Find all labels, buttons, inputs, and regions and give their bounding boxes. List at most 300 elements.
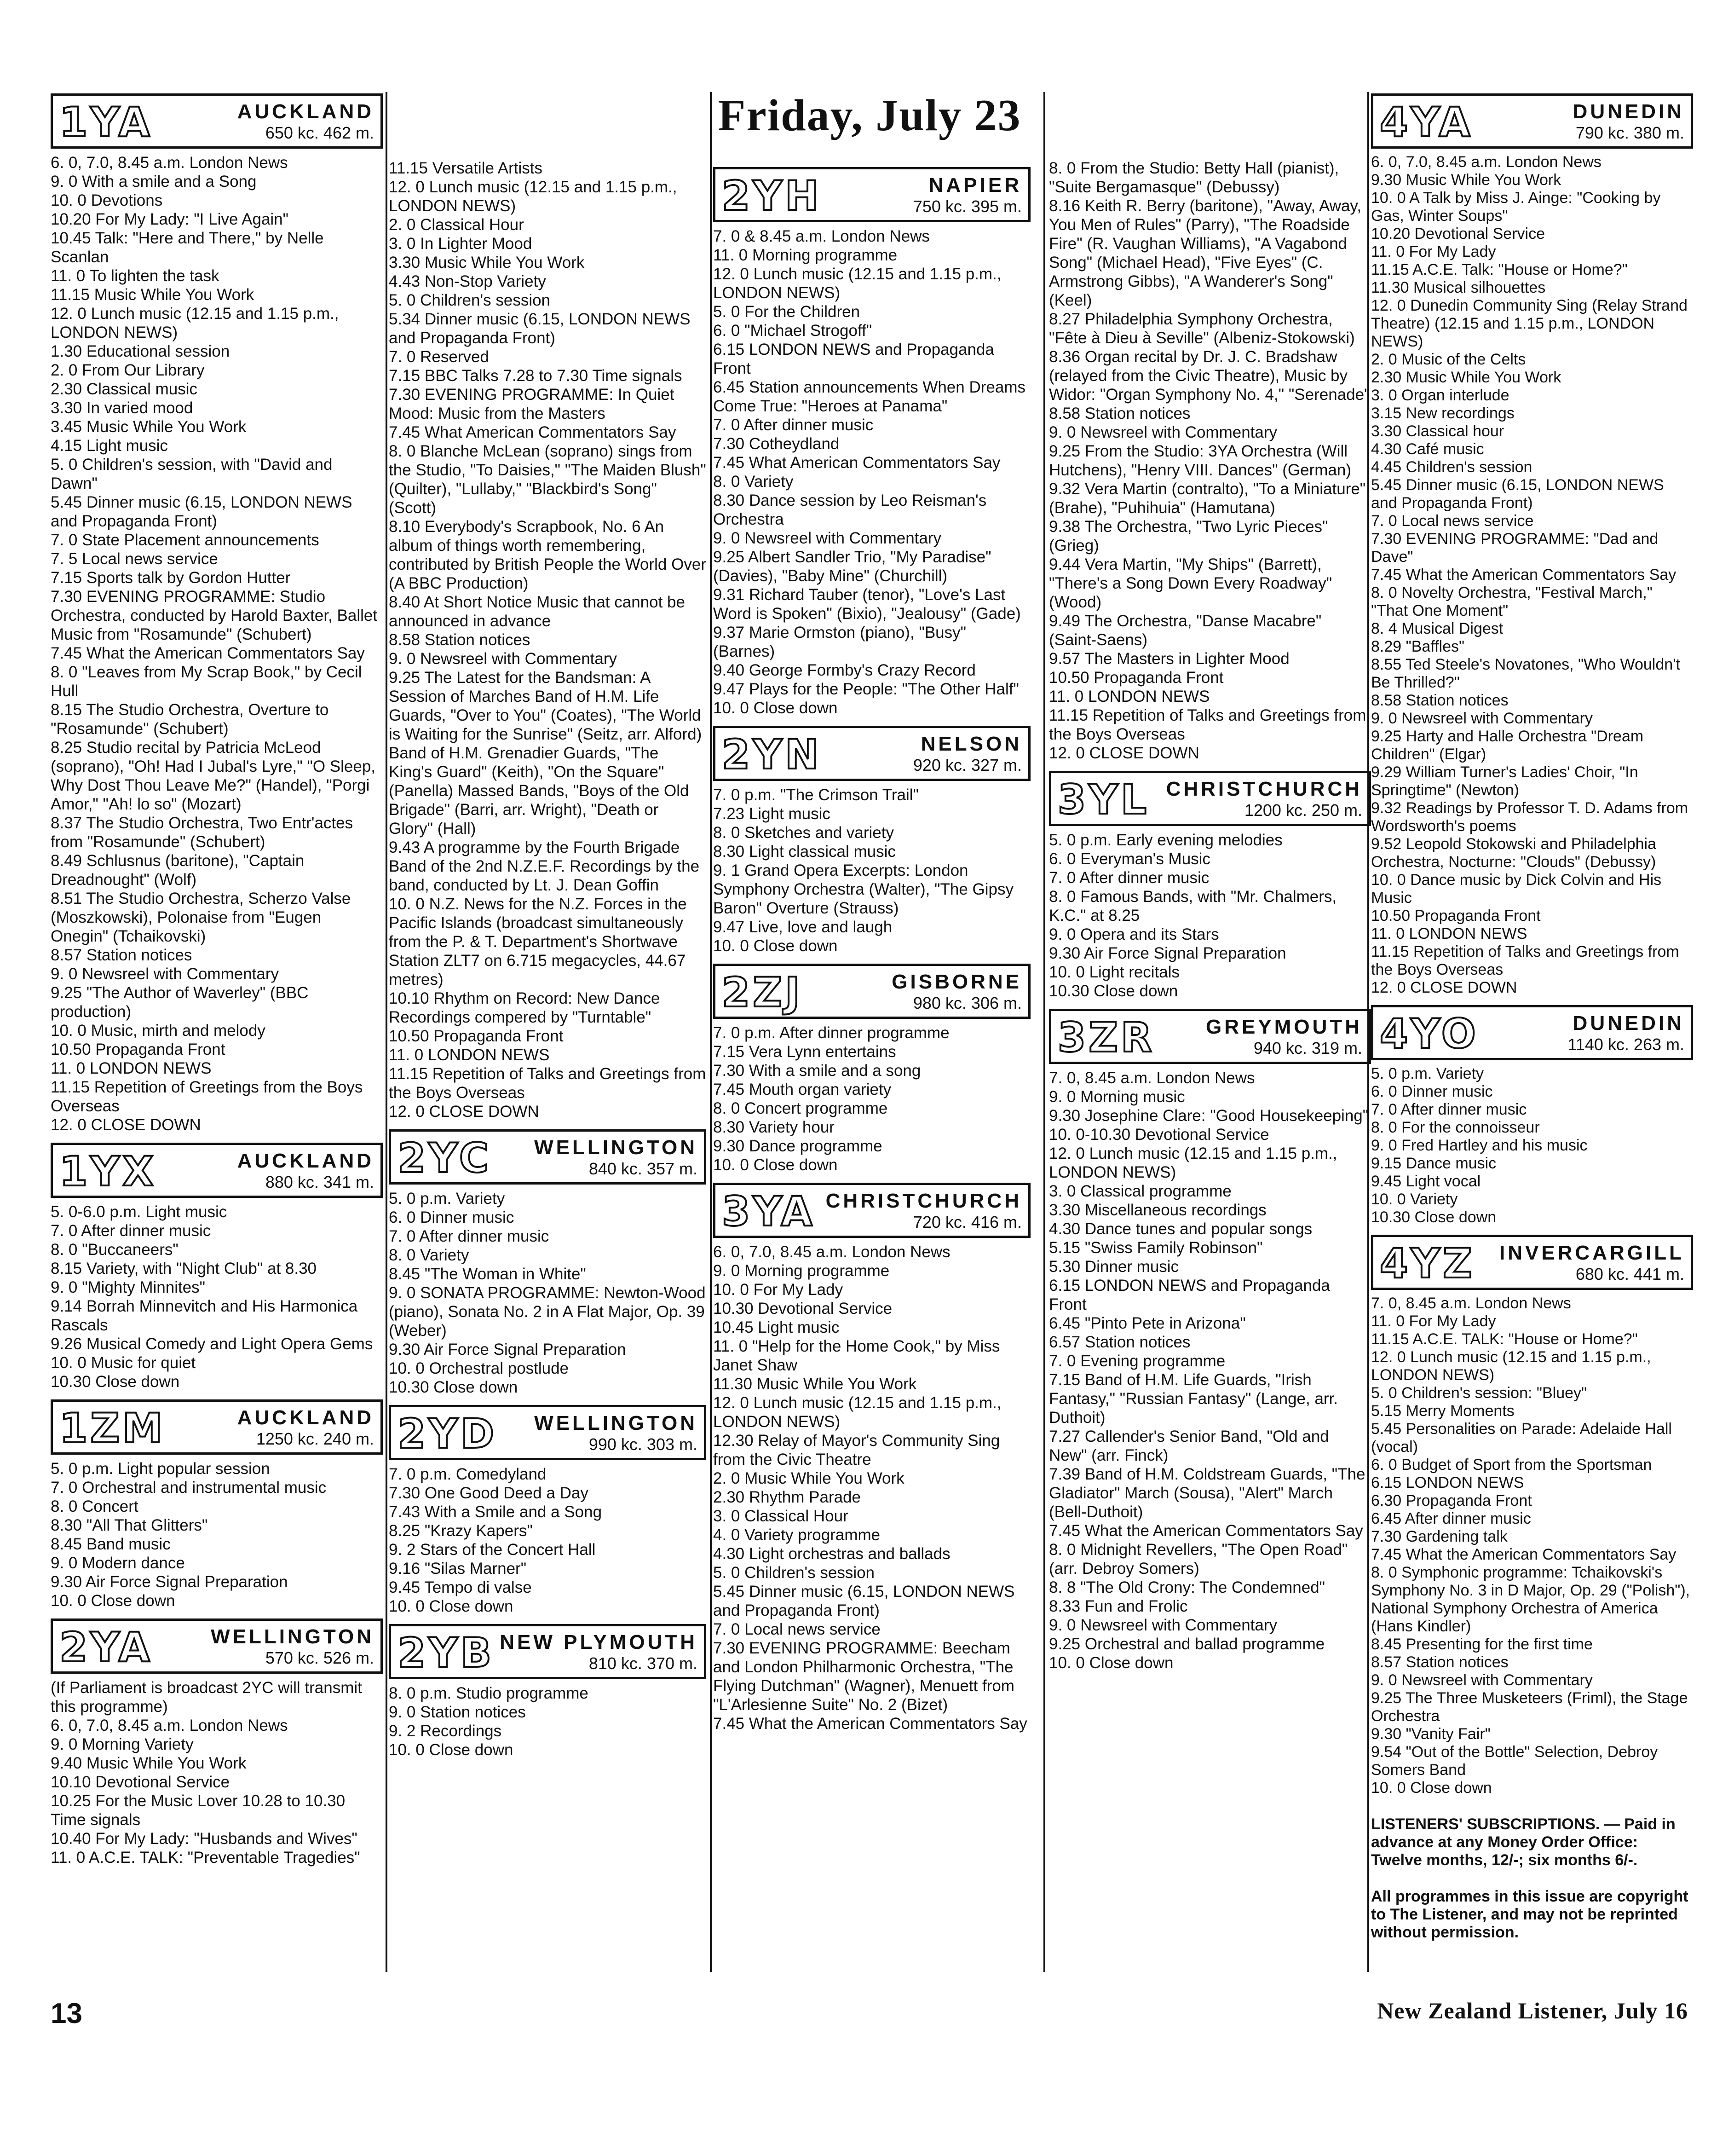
station-callsign: 2YN — [722, 731, 822, 778]
station-header — [1049, 1009, 1371, 1064]
programme-entry: 5.30 Dinner music — [1049, 1258, 1179, 1276]
programme-entry: 10.50 Propaganda Front — [1049, 669, 1224, 687]
programme-entry: 10. 0 Orchestral postlude — [389, 1359, 569, 1377]
programme-entry: 7. 0 Local news service — [713, 1620, 881, 1638]
station-city: WELLINGTON — [534, 1136, 697, 1159]
station-frequency: 1140 kc. 263 m. — [1567, 1035, 1684, 1054]
programme-entry: 9. 0 Newsreel with Commentary — [1371, 710, 1593, 727]
programme-entry: 11. 0 LONDON NEWS — [1371, 925, 1527, 942]
station-callsign: 2YH — [722, 172, 822, 220]
programme-entry: 3. 0 Classical programme — [1049, 1182, 1232, 1200]
station-callsign: 1YA — [59, 98, 153, 146]
station-frequency: 880 kc. 341 m. — [265, 1173, 374, 1191]
programme-entry: 7.15 Sports talk by Gordon Hutter — [51, 569, 291, 587]
programme-entry: 2. 0 Music While You Work — [713, 1469, 904, 1487]
programme-entry: 8. 0 Novelty Orchestra, "Festival March," "That One Moment" — [1371, 584, 1653, 619]
programme-entry: 8.16 Keith R. Berry (baritone), "Away, Away, You Men of Rules" (Parry), "The Roadside Fire" (R. Vaughan Williams), "A Vagabond Song" (Michael Head), "Five Eyes" (C. Armstrong Gibbs), "A Wanderer's Song" (Keel) — [1049, 197, 1362, 309]
programme-entry: 10.45 Light music — [713, 1318, 840, 1336]
programme-entry: 8.58 Station notices — [389, 631, 530, 649]
programme-entry: 9.38 The Orchestra, "Two Lyric Pieces" (Grieg) — [1049, 518, 1328, 555]
programme-entry: 7.45 What the American Commentators Say — [51, 644, 365, 662]
programme-entry: 7.30 With a smile and a song — [713, 1062, 921, 1080]
programme-entry: 12. 0 Lunch music (12.15 and 1.15 p.m., LONDON NEWS) — [713, 265, 1002, 302]
programme-entry: 7. 0 State Placement announcements — [51, 531, 319, 549]
programme-entry: 12. 0 CLOSE DOWN — [389, 1103, 539, 1121]
programme-entry: 3.30 In varied mood — [51, 399, 193, 417]
station-callsign: 2YB — [397, 1629, 495, 1676]
programme-entry: 5. 0 Children's session — [389, 291, 551, 309]
programme-entry: 6. 0 Dinner music — [1371, 1083, 1493, 1100]
programme-entry: 6.15 LONDON NEWS and Propaganda Front — [1049, 1277, 1330, 1313]
programme-entry: 10.30 Close down — [1371, 1208, 1497, 1226]
programme-entry: 9. 0 Newsreel with Commentary — [389, 650, 617, 668]
station-city: CHRISTCHURCH — [825, 1190, 1022, 1212]
programme-entry: 11. 0 LONDON NEWS — [1049, 688, 1210, 705]
programme-entry: 9. 0 Morning programme — [713, 1262, 890, 1280]
programme-entry: 5. 0 p.m. Early evening melodies — [1049, 831, 1283, 849]
programme-entry: 11. 0 For My Lady — [1371, 243, 1496, 260]
station-frequency: 750 kc. 395 m. — [913, 197, 1022, 216]
programme-entry: 8. 0 For the connoisseur — [1371, 1119, 1540, 1136]
notice-copyright: All programmes in this issue are copyright to The Listener, and may not be reprinted without permission. — [1371, 1888, 1688, 1941]
programme-entry: 9. 0 Morning Variety — [51, 1735, 194, 1753]
publication-footer: New Zealand Listener, July 16 — [1377, 1998, 1688, 2023]
programme-entry: 8.58 Station notices — [1049, 405, 1191, 422]
programme-entry: 9.57 The Masters in Lighter Mood — [1049, 650, 1290, 668]
programme-entry: 11. 0 LONDON NEWS — [389, 1046, 550, 1064]
programme-entry: 10.50 Propaganda Front — [389, 1027, 564, 1045]
programme-entry: 7.15 BBC Talks 7.28 to 7.30 Time signals — [389, 367, 682, 385]
programme-entry: 9. 0 SONATA PROGRAMME: Newton-Wood (piano), Sonata No. 2 in A Flat Major, Op. 39 (Weber) — [389, 1284, 706, 1340]
programme-entry: 7. 0 After dinner music — [1371, 1101, 1527, 1118]
station-callsign: 2YD — [397, 1410, 497, 1457]
programme-entry: (If Parliament is broadcast 2YC will transmit this programme) — [51, 1679, 362, 1716]
programme-entry: 9.30 Dance programme — [713, 1137, 882, 1155]
programme-entry: 7.45 What the American Commentators Say — [713, 1715, 1027, 1733]
programme-entry: 5.45 Dinner music (6.15, LONDON NEWS and Propaganda Front) — [713, 1583, 1015, 1619]
programme-entry: 8.27 Philadelphia Symphony Orchestra, "Fête à Dieu à Seville" (Albeniz-Stokowski) — [1049, 310, 1355, 347]
programme-entry: 7. 0 Local news service — [1371, 512, 1534, 530]
programme-entry: 9.25 From the Studio: 3YA Orchestra (Will Hutchens), "Henry VIII. Dances" (German) — [1049, 442, 1352, 479]
programme-entry: 7.45 What American Commentators Say — [713, 454, 1001, 472]
programme-entry: 8. 0 Sketches and variety — [713, 824, 894, 842]
programme-entry: 10. 0 Variety — [1371, 1191, 1458, 1208]
programme-entry: 9.44 Vera Martin, "My Ships" (Barrett), "There's a Song Down Every Roadway" (Wood) — [1049, 555, 1332, 611]
programme-entry: 11.15 Repetition of Talks and Greetings from the Boys Overseas — [1049, 706, 1366, 743]
programme-entry: 7.45 What the American Commentators Say — [1371, 566, 1676, 584]
programme-entry: 7.39 Band of H.M. Coldstream Guards, "The Gladiator" March (Sousa), "Alert" March (Bell-Duthoit) — [1049, 1465, 1365, 1521]
station-callsign: 2YC — [397, 1134, 492, 1182]
programme-entry: 8. 0 Midnight Revellers, "The Open Road" (arr. Debroy Somers) — [1049, 1541, 1348, 1578]
column-rule — [386, 92, 387, 1972]
programme-entry: 3.30 Classical hour — [1371, 422, 1504, 440]
programme-entry: 5.45 Dinner music (6.15, LONDON NEWS and Propaganda Front) — [51, 493, 352, 530]
programme-entry: 7.45 Mouth organ variety — [713, 1081, 892, 1098]
programme-entry: 4.43 Non-Stop Variety — [389, 272, 546, 290]
programme-entry: 10.10 Rhythm on Record: New Dance Recordings compered by "Turntable" — [389, 989, 660, 1026]
station-callsign: 3YA — [722, 1188, 815, 1235]
station-callsign: 3YL — [1058, 776, 1150, 823]
programme-entry: 8.30 Variety hour — [713, 1118, 835, 1136]
programme-entry: 11. 0 "Help for the Home Cook," by Miss Janet Shaw — [713, 1337, 1000, 1374]
programme-entry: 7. 0 p.m. Comedyland — [389, 1465, 547, 1483]
programme-entry: 7.30 EVENING PROGRAMME: In Quiet Mood: Music from the Masters — [389, 386, 674, 422]
programme-entry: 10. 0 Close down — [713, 699, 838, 717]
programme-entry: 5.15 Merry Moments — [1371, 1402, 1515, 1420]
column-5 — [1371, 85, 1693, 1942]
programme-entry: 10. 0 For My Lady — [713, 1281, 843, 1299]
station-callsign: 4YO — [1380, 1010, 1479, 1058]
programme-entry: 8. 0 Variety — [389, 1246, 469, 1264]
programme-entry: 7. 0, 8.45 a.m. London News — [1371, 1295, 1571, 1312]
station-frequency: 570 kc. 526 m. — [265, 1648, 374, 1667]
programme-entry: 10.30 Close down — [51, 1373, 180, 1391]
programme-entry: 9.25 Harty and Halle Orchestra "Dream Children" (Elgar) — [1371, 728, 1644, 763]
station-frequency: 840 kc. 357 m. — [588, 1159, 697, 1178]
programme-entry: 5. 0 Children's session — [713, 1564, 875, 1582]
programme-entry: 10.10 Devotional Service — [51, 1773, 230, 1791]
station-frequency: 920 kc. 327 m. — [913, 756, 1022, 775]
programme-entry: 9. 0 Opera and its Stars — [1049, 925, 1219, 943]
station-header — [51, 1143, 383, 1198]
programme-entry: 8. 0 Concert — [51, 1497, 138, 1515]
programme-entry: 5.45 Personalities on Parade: Adelaide Hall (vocal) — [1371, 1420, 1672, 1456]
programme-entry: 8.58 Station notices — [1371, 692, 1509, 709]
programme-entry: 10. 0 Close down — [1049, 1654, 1174, 1672]
programme-entry: 1.30 Educational session — [51, 342, 230, 360]
programme-entry: 4. 0 Variety programme — [713, 1526, 881, 1544]
programme-entry: 5. 0-6.0 p.m. Light music — [51, 1203, 227, 1221]
programme-entry: 8.45 Presenting for the first time — [1371, 1636, 1593, 1653]
station-city: WELLINGTON — [211, 1625, 374, 1648]
programme-entry: 12. 0 Lunch music (12.15 and 1.15 p.m., LONDON NEWS) — [713, 1394, 1002, 1431]
programme-entry: 6.30 Propaganda Front — [1371, 1492, 1532, 1509]
programme-entry: 6.45 "Pinto Pete in Arizona" — [1049, 1314, 1246, 1332]
station-city: INVERCARGILL — [1499, 1242, 1684, 1264]
programme-entry: 9. 0 Newsreel with Commentary — [1049, 1616, 1277, 1634]
programme-entry: 9.40 George Formby's Crazy Record — [713, 661, 976, 679]
programme-entry: 6. 0, 7.0, 8.45 a.m. London News — [713, 1243, 951, 1261]
programme-entry: 10.40 For My Lady: "Husbands and Wives" — [51, 1830, 357, 1848]
programme-entry: 11. 0 A.C.E. TALK: "Preventable Tragedies" — [51, 1849, 360, 1867]
programme-entry: 9.30 Air Force Signal Preparation — [51, 1573, 288, 1591]
programme-entry: 8.49 Schlusnus (baritone), "Captain Dreadnought" (Wolf) — [51, 852, 305, 889]
programme-entry: 9.25 The Latest for the Bandsman: A Session of Marches Band of H.M. Life Guards, "Over to You" (Coates), "The World is Waiting for the Sunrise" (Seitz, arr. Alford) Band of H.M. Grenadier Guards, "The King's Guard" (Keith), "On the Square" (Panella) Massed Bands, "Boys of the Old Brigade" (Barri, arr. Wright), "Death or Glory" (Hall) — [389, 669, 702, 838]
programme-entry: 10. 0 Devotions — [51, 191, 163, 209]
programme-entry: 7. 0 After dinner music — [713, 416, 874, 434]
programme-entry: 9.30 Air Force Signal Preparation — [389, 1341, 626, 1358]
station-city: AUCKLAND — [237, 100, 374, 123]
station-frequency: 1250 kc. 240 m. — [256, 1429, 374, 1448]
programme-entry: 8.25 Studio recital by Patricia McLeod (soprano), "Oh! Had I Jubal's Lyre," "O Sleep, Why Dost Thou Leave Me?" (Handel), "Porgi Amor," "Ah! lo so" (Mozart) — [51, 739, 376, 813]
station-frequency: 940 kc. 319 m. — [1253, 1039, 1362, 1058]
programme-entry: 8. 0 "Buccaneers" — [51, 1241, 179, 1259]
page-title: Friday, July 23 — [718, 91, 1021, 140]
station-frequency: 990 kc. 303 m. — [588, 1435, 697, 1454]
programme-entry: 9.47 Plays for the People: "The Other Half" — [713, 680, 1019, 698]
programme-entry: 9. 0 Station notices — [389, 1703, 526, 1721]
programme-entry: 10.30 Close down — [389, 1378, 518, 1396]
programme-entry: 7.30 EVENING PROGRAMME: Beecham and London Philharmonic Orchestra, "The Flying Dutchman" (Wagner), Menuett from "L'Arlesienne Suite" No. 2 (Bizet) — [713, 1639, 1014, 1714]
programme-entry: 9.52 Leopold Stokowski and Philadelphia Orchestra, Nocturne: "Clouds" (Debussy) — [1371, 835, 1657, 871]
programme-entry: 3.15 New recordings — [1371, 405, 1515, 422]
programme-entry: 9.32 Readings by Professor T. D. Adams from Wordsworth's poems — [1371, 799, 1688, 835]
programme-entry: 8. 0 Symphonic programme: Tchaikovski's Symphony No. 3 in D Major, Op. 29 ("Polish"), National Symphony Orchestra of America (Hans Kindler) — [1371, 1564, 1690, 1635]
programme-entry: 8. 0 Famous Bands, with "Mr. Chalmers, K.C." at 8.25 — [1049, 888, 1337, 925]
station-city: CHRISTCHURCH — [1166, 778, 1362, 800]
programme-entry: 10. 0 Close down — [713, 937, 838, 955]
programme-entry: 2.30 Music While You Work — [1371, 369, 1561, 386]
programme-entry: 11. 0 For My Lady — [1371, 1312, 1496, 1330]
programme-entry: 9.47 Live, love and laugh — [713, 918, 893, 936]
programme-entry: 8. 0 Variety — [713, 473, 794, 491]
programme-entry: 9. 0 Newsreel with Commentary — [1371, 1671, 1593, 1689]
programme-entry: 10.50 Propaganda Front — [51, 1040, 225, 1058]
programme-entry: 10.20 Devotional Service — [1371, 225, 1545, 243]
programme-entry: 9.14 Borrah Minnevitch and His Harmonica Rascals — [51, 1297, 358, 1334]
station-callsign: 2ZJ — [722, 969, 803, 1016]
programme-entry: 12. 0 Dunedin Community Sing (Relay Strand Theatre) (12.15 and 1.15 p.m., LONDON NEWS) — [1371, 297, 1688, 350]
programme-entry: 9.40 Music While You Work — [51, 1754, 247, 1772]
programme-entry: 8. 0 Concert programme — [713, 1099, 888, 1117]
programme-entry: 10.30 Close down — [1049, 982, 1178, 1000]
programme-entry: 9.49 The Orchestra, "Danse Macabre" (Saint-Saens) — [1049, 612, 1322, 649]
programme-entry: 5.34 Dinner music (6.15, LONDON NEWS and Propaganda Front) — [389, 310, 691, 347]
programme-entry: 8. 8 "The Old Crony: The Condemned" — [1049, 1578, 1325, 1596]
programme-entry: 3. 0 Organ interlude — [1371, 387, 1509, 404]
station-city: GREYMOUTH — [1206, 1016, 1362, 1038]
programme-entry: 11. 0 To lighten the task — [51, 267, 219, 285]
programme-entry: 2.30 Classical music — [51, 380, 197, 398]
station-frequency: 980 kc. 306 m. — [913, 994, 1022, 1012]
programme-entry: 4.30 Dance tunes and popular songs — [1049, 1220, 1313, 1238]
programme-entry: 3. 0 In Lighter Mood — [389, 235, 532, 253]
programme-entry: 9.25 The Three Musketeers (Friml), the Stage Orchestra — [1371, 1689, 1688, 1725]
programme-entry: 8.36 Organ recital by Dr. J. C. Bradshaw (relayed from the Civic Theatre), Music by Widor: "Organ Symphony No. 4," "Serenade" — [1049, 348, 1370, 404]
programme-entry: 7. 0 p.m. After dinner programme — [713, 1024, 950, 1042]
programme-entry: 6. 0, 7.0, 8.45 a.m. London News — [51, 1717, 288, 1734]
programme-entry: 2. 0 From Our Library — [51, 361, 205, 379]
programme-entry: 10. 0 Music for quiet — [51, 1354, 196, 1372]
column-4 — [1049, 159, 1371, 1672]
programme-entry: 10. 0 N.Z. News for the N.Z. Forces in the Pacific Islands (broadcast simultaneously from the P. & T. Department's Shortwave Station ZLT7 on 6.715 megacycles, 44.67 metres) — [389, 895, 687, 988]
programme-entry: 12. 0 Lunch music (12.15 and 1.15 p.m., LONDON NEWS) — [1371, 1348, 1651, 1384]
notice-subscriptions: LISTENERS' SUBSCRIPTIONS. — Paid in advance at any Money Order Office: Twelve months, 12/-; six months 6/-. — [1371, 1815, 1676, 1869]
programme-entry: 9.43 A programme by the Fourth Brigade Band of the 2nd N.Z.E.F. Recordings by the band, conducted by Lt. J. Dean Goffin — [389, 838, 700, 894]
programme-entry: 11.15 A.C.E. Talk: "House or Home?" — [1371, 261, 1628, 278]
programme-entry: 4.45 Children's session — [1371, 458, 1532, 476]
programme-entry: 10.50 Propaganda Front — [1371, 907, 1541, 925]
programme-entry: 9. 1 Grand Opera Excerpts: London Symphony Orchestra (Walter), "The Gipsy Baron" Overture (Strauss) — [713, 861, 1014, 917]
programme-entry: 10. 0 Close down — [713, 1156, 838, 1174]
programme-entry: 6.45 After dinner music — [1371, 1510, 1531, 1527]
column-rule — [1043, 92, 1045, 1972]
station-header — [1049, 771, 1371, 826]
programme-entry: 8. 0 From the Studio: Betty Hall (pianist), "Suite Bergamasque" (Debussy) — [1049, 159, 1339, 196]
column-rule — [710, 92, 712, 1972]
programme-entry: 7.23 Light music — [713, 805, 830, 823]
programme-entry: 8.33 Fun and Frolic — [1049, 1597, 1188, 1615]
station-header — [389, 1129, 706, 1185]
programme-entry: 9. 2 Recordings — [389, 1722, 502, 1740]
programme-entry: 8.15 The Studio Orchestra, Overture to "Rosamunde" (Schubert) — [51, 701, 329, 738]
programme-entry: 8.10 Everybody's Scrapbook, No. 6 An album of things worth remembering, contributed by British People the World Over (A BBC Production) — [389, 518, 706, 592]
station-callsign: 1ZM — [59, 1405, 166, 1452]
programme-entry: 9. 0 Fred Hartley and his music — [1371, 1137, 1588, 1154]
station-frequency: 790 kc. 380 m. — [1575, 123, 1684, 142]
page-number: 13 — [51, 1998, 82, 2029]
station-city: NAPIER — [928, 174, 1022, 197]
programme-entry: 9.30 Air Force Signal Preparation — [1049, 944, 1286, 962]
station-callsign: 4YA — [1380, 98, 1473, 146]
station-city: DUNEDIN — [1573, 1012, 1684, 1035]
station-header — [713, 167, 1031, 222]
programme-entry: 8.40 At Short Notice Music that cannot be announced in advance — [389, 593, 685, 630]
programme-entry: 5. 0 Children's session: "Bluey" — [1371, 1384, 1587, 1402]
programme-entry: 6.57 Station notices — [1049, 1333, 1191, 1351]
programme-entry: 5.15 "Swiss Family Robinson" — [1049, 1239, 1263, 1257]
programme-entry: 7. 0 After dinner music — [389, 1227, 549, 1245]
programme-entry: 7. 0 p.m. "The Crimson Trail" — [713, 786, 919, 804]
programme-entry: 7.30 EVENING PROGRAMME: Studio Orchestra, conducted by Harold Baxter, Ballet Music from "Rosamunde" (Schubert) — [51, 588, 378, 643]
programme-entry: 10. 0-10.30 Devotional Service — [1049, 1126, 1269, 1144]
station-header — [1371, 93, 1693, 149]
programme-entry: 4.15 Light music — [51, 437, 168, 455]
programme-entry: 9. 0 "Mighty Minnites" — [51, 1278, 206, 1296]
programme-entry: 7. 0, 8.45 a.m. London News — [1049, 1069, 1255, 1087]
programme-entry: 10. 0 Close down — [51, 1592, 175, 1610]
programme-entry: 8.25 "Krazy Kapers" — [389, 1522, 533, 1540]
programme-entry: 11.15 Music While You Work — [51, 286, 254, 304]
station-header — [1371, 1005, 1693, 1060]
programme-entry: 3.30 Miscellaneous recordings — [1049, 1201, 1267, 1219]
programme-entry: 5. 0 Children's session, with "David and Dawn" — [51, 456, 333, 492]
programme-entry: 5. 0 p.m. Variety — [389, 1190, 505, 1208]
programme-entry: 9.45 Tempo di valse — [389, 1578, 532, 1596]
programme-entry: 7.30 Cotheydland — [713, 435, 840, 453]
programme-entry: 8.29 "Baffles" — [1371, 638, 1465, 655]
station-frequency: 1200 kc. 250 m. — [1244, 801, 1362, 820]
programme-entry: 10.45 Talk: "Here and There," by Nelle Scanlan — [51, 229, 324, 266]
programme-entry: 7.30 EVENING PROGRAMME: "Dad and Dave" — [1371, 530, 1659, 566]
programme-entry: 5. 0 p.m. Light popular session — [51, 1460, 270, 1478]
programme-entry: 9. 2 Stars of the Concert Hall — [389, 1541, 596, 1559]
programme-entry: 9.15 Dance music — [1371, 1155, 1497, 1172]
programme-entry: 8. 4 Musical Digest — [1371, 620, 1504, 637]
programme-entry: 9.31 Richard Tauber (tenor), "Love's Last Word is Spoken" (Bixio), "Jealousy" (Gade) — [713, 586, 1021, 623]
programme-entry: 8.30 Dance session by Leo Reisman's Orchestra — [713, 491, 987, 528]
programme-entry: 11.15 Repetition of Talks and Greetings from the Boys Overseas — [1371, 943, 1679, 978]
programme-entry: 9. 0 Morning music — [1049, 1088, 1185, 1106]
programme-entry: 8.51 The Studio Orchestra, Scherzo Valse (Moszkowski), Polonaise from "Eugen Onegin" (Tchaikovski) — [51, 890, 351, 945]
programme-entry: 10. 0 Dance music by Dick Colvin and His Music — [1371, 871, 1662, 907]
station-city: NEW PLYMOUTH — [500, 1631, 697, 1653]
column-2 — [389, 159, 706, 1759]
programme-entry: 11.15 A.C.E. TALK: "House or Home?" — [1371, 1330, 1638, 1348]
programme-entry: 2.30 Rhythm Parade — [713, 1488, 861, 1506]
programme-entry: 7. 0 Evening programme — [1049, 1352, 1226, 1370]
programme-entry: 8.45 "The Woman in White" — [389, 1265, 586, 1283]
programme-entry: 8.57 Station notices — [51, 946, 192, 964]
programme-entry: 9.25 "The Author of Waverley" (BBC production) — [51, 984, 309, 1021]
programme-entry: 8. 0 Blanche McLean (soprano) sings from the Studio, "To Daisies," "The Maiden Blush" (Quilter), "Lullaby," "Blackbird's Song" (Scott) — [389, 442, 706, 517]
programme-entry: 10. 0 A Talk by Miss J. Ainge: "Cooking by Gas, Winter Soups" — [1371, 189, 1661, 225]
station-header — [713, 964, 1031, 1019]
station-header — [51, 93, 383, 149]
programme-entry: 7.45 What the American Commentators Say — [1049, 1522, 1363, 1540]
programme-entry: 7. 0 Orchestral and instrumental music — [51, 1479, 327, 1497]
programme-entry: 7. 0 & 8.45 a.m. London News — [713, 227, 930, 245]
programme-entry: 7. 0 After dinner music — [51, 1222, 211, 1240]
programme-entry: 10. 0 Light recitals — [1049, 963, 1180, 981]
programme-entry: 3.45 Music While You Work — [51, 418, 247, 436]
programme-entry: 7.27 Callender's Senior Band, "Old and New" (arr. Finck) — [1049, 1428, 1329, 1464]
programme-entry: 9. 0 Newsreel with Commentary — [51, 965, 279, 983]
programme-entry: 7.30 Gardening talk — [1371, 1528, 1508, 1545]
programme-entry: 8.30 Light classical music — [713, 843, 896, 861]
programme-entry: 6. 0 Budget of Sport from the Sportsman — [1371, 1456, 1652, 1474]
programme-entry: 7.45 What American Commentators Say — [389, 423, 676, 441]
station-callsign: 2YA — [59, 1624, 153, 1671]
programme-entry: 5. 0 p.m. Variety — [1371, 1065, 1484, 1082]
station-city: DUNEDIN — [1573, 100, 1684, 123]
programme-entry: 7.15 Band of H.M. Life Guards, "Irish Fantasy," "Russian Fantasy" (Lange, arr. Duthoit) — [1049, 1371, 1338, 1427]
station-header — [713, 1183, 1031, 1238]
programme-entry: 9. 0 Newsreel with Commentary — [713, 529, 941, 547]
programme-entry: 7.45 What the American Commentators Say — [1371, 1546, 1676, 1563]
programme-entry: 9.25 Orchestral and ballad programme — [1049, 1635, 1325, 1653]
station-city: GISBORNE — [892, 971, 1022, 993]
station-frequency: 720 kc. 416 m. — [913, 1213, 1022, 1231]
station-frequency: 650 kc. 462 m. — [265, 123, 374, 142]
programme-entry: 11. 0 LONDON NEWS — [51, 1059, 212, 1077]
programme-entry: 6.15 LONDON NEWS — [1371, 1474, 1524, 1491]
station-city: AUCKLAND — [237, 1150, 374, 1172]
programme-entry: 6. 0 Everyman's Music — [1049, 850, 1210, 868]
programme-entry: 8. 0 "Leaves from My Scrap Book," by Cecil Hull — [51, 663, 362, 700]
programme-entry: 8.55 Ted Steele's Novatones, "Who Wouldn't Be Thrilled?" — [1371, 656, 1681, 691]
programme-entry: 9.16 "Silas Marner" — [389, 1560, 527, 1578]
programme-entry: 9. 0 With a smile and a Song — [51, 173, 257, 191]
station-city: AUCKLAND — [237, 1406, 374, 1429]
programme-entry: 10. 0 Music, mirth and melody — [51, 1022, 265, 1040]
programme-entry: 10.20 For My Lady: "I Live Again" — [51, 210, 289, 228]
programme-entry: 6. 0, 7.0, 8.45 a.m. London News — [51, 154, 288, 172]
programme-entry: 8.37 The Studio Orchestra, Two Entr'actes from "Rosamunde" (Schubert) — [51, 814, 353, 851]
programme-entry: 11.30 Musical silhouettes — [1371, 279, 1546, 296]
programme-entry: 9.29 William Turner's Ladies' Choir, "In Springtime" (Newton) — [1371, 763, 1638, 799]
programme-entry: 10. 0 Close down — [389, 1597, 513, 1615]
station-header — [1371, 1235, 1693, 1290]
programme-entry: 9.30 Music While You Work — [1371, 171, 1561, 189]
programme-entry: 7. 0 Reserved — [389, 348, 489, 366]
programme-entry: 9. 0 Modern dance — [51, 1554, 185, 1572]
programme-entry: 6.45 Station announcements When Dreams Come True: "Heroes at Panama" — [713, 378, 1025, 415]
programme-entry: 8.15 Variety, with "Night Club" at 8.30 — [51, 1260, 317, 1277]
programme-entry: 7. 5 Local news service — [51, 550, 218, 568]
programme-entry: 10. 0 Close down — [1371, 1779, 1492, 1797]
station-frequency: 810 kc. 370 m. — [588, 1654, 697, 1673]
programme-entry: 9.25 Albert Sandler Trio, "My Paradise" (Davies), "Baby Mine" (Churchill) — [713, 548, 991, 585]
programme-entry: 10.30 Devotional Service — [713, 1300, 893, 1318]
programme-entry: 9.32 Vera Martin (contralto), "To a Miniature" (Brahe), "Puhihuia" (Hamutana) — [1049, 480, 1366, 517]
programme-entry: 11.15 Versatile Artists — [389, 159, 542, 177]
programme-entry: 11.30 Music While You Work — [713, 1375, 917, 1393]
programme-entry: 9.26 Musical Comedy and Light Opera Gems — [51, 1335, 373, 1353]
programme-entry: 12. 0 CLOSE DOWN — [1371, 979, 1517, 996]
programme-entry: 6. 0, 7.0, 8.45 a.m. London News — [1371, 153, 1602, 171]
programme-entry: 7.30 One Good Deed a Day — [389, 1484, 588, 1502]
